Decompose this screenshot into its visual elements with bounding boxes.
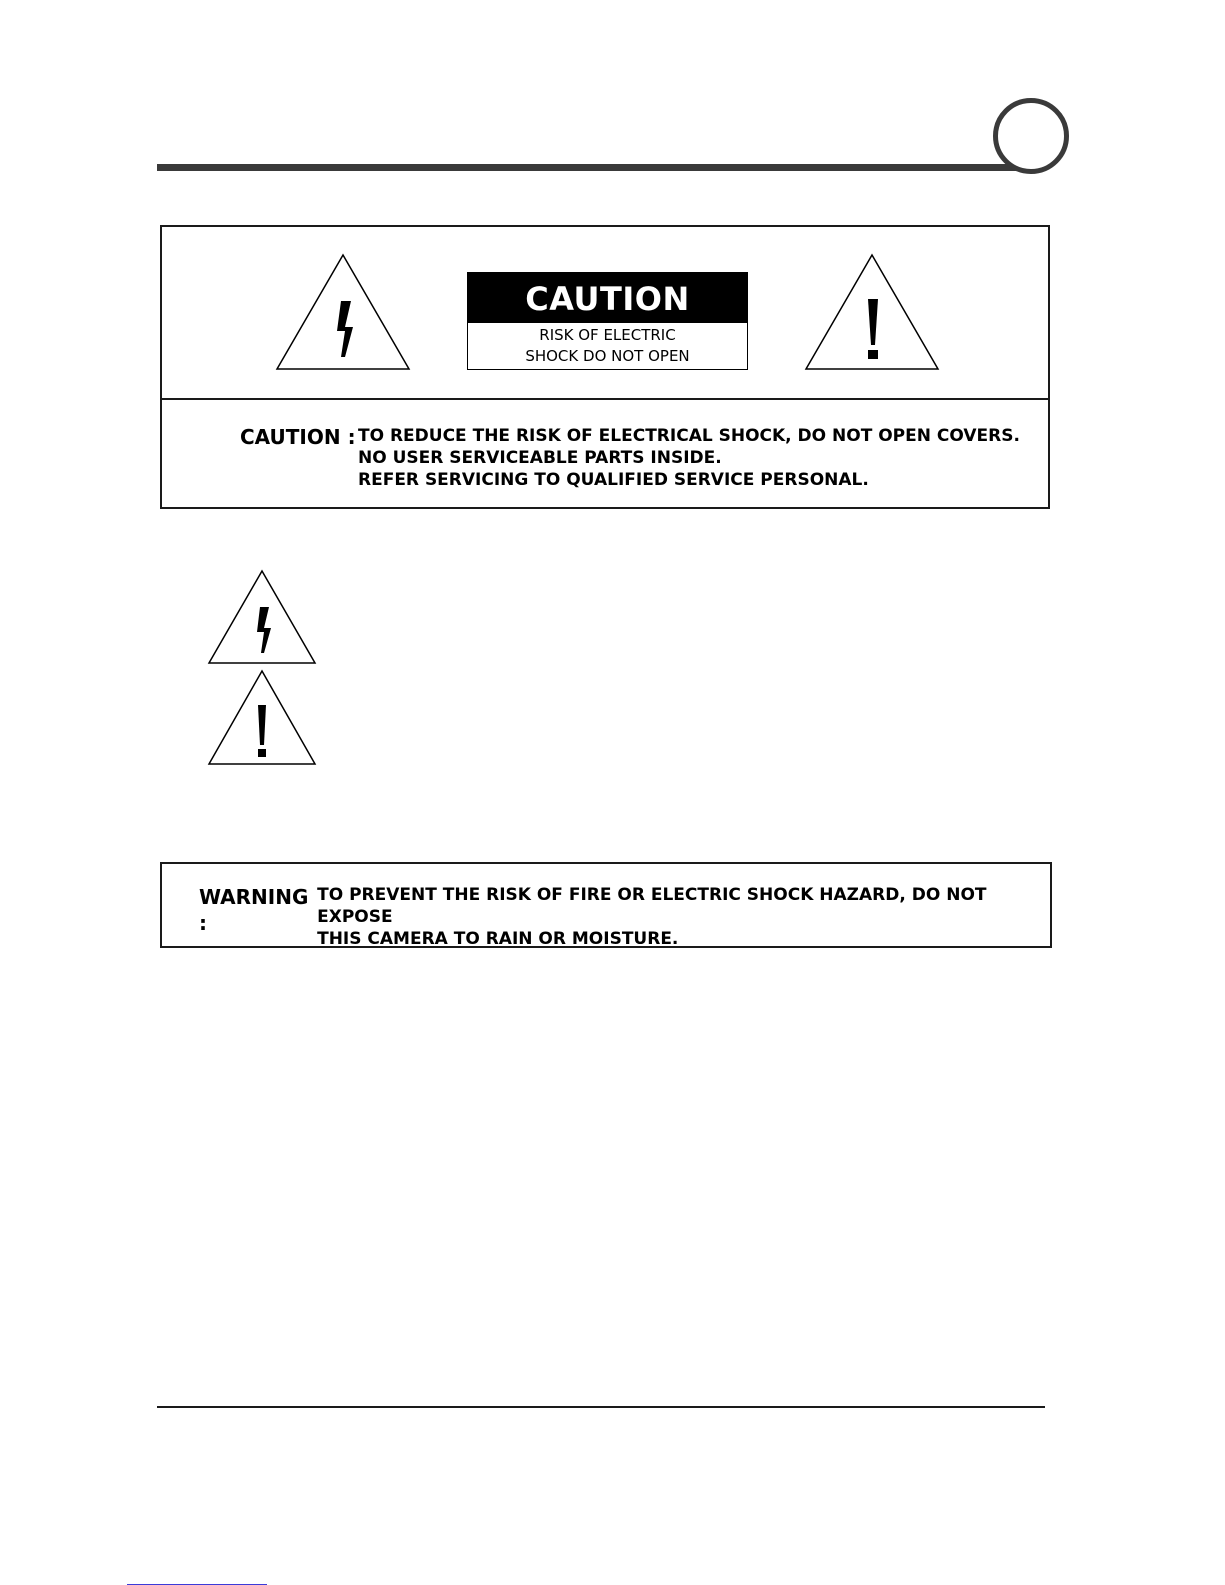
warning-text-label: WARNING : [199,885,309,935]
lightning-triangle-icon [275,253,411,371]
warning-panel [160,862,1052,948]
warning-text [199,884,1050,950]
footer-rule [157,1406,1045,1408]
lightning-symbol-icon [207,569,317,665]
caution-divider [162,398,1048,400]
caution-text-lines [358,425,1020,491]
caution-text-label: CAUTION : [240,425,356,449]
caution-line-1: TO REDUCE THE RISK OF ELECTRICAL SHOCK, DO NOT OPEN COVERS. [358,426,1020,446]
caution-label-subtitle-line-2: SHOCK DO NOT OPEN [525,347,690,365]
caution-line-3: REFER SERVICING TO QUALIFIED SERVICE PERSONAL. [358,470,869,490]
caution-text [240,425,1020,491]
caution-label-title: CAUTION [468,273,747,323]
caution-line-2: NO USER SERVICEABLE PARTS INSIDE. [358,448,722,468]
page-number-circle [993,98,1069,174]
exclamation-triangle-icon [804,253,940,371]
caution-label-subtitle [468,325,747,367]
warning-line-2: THIS CAMERA TO RAIN OR MOISTURE. [317,929,679,949]
warning-text-lines [317,884,1050,950]
exclamation-symbol-icon [207,669,317,766]
caution-label-subtitle-line-1: RISK OF ELECTRIC [539,326,676,344]
caution-label [467,272,748,370]
caution-panel [160,225,1050,509]
header-rule [157,164,1035,171]
warning-line-1: TO PREVENT THE RISK OF FIRE OR ELECTRIC SHOCK HAZARD, DO NOT EXPOSE [317,885,987,927]
